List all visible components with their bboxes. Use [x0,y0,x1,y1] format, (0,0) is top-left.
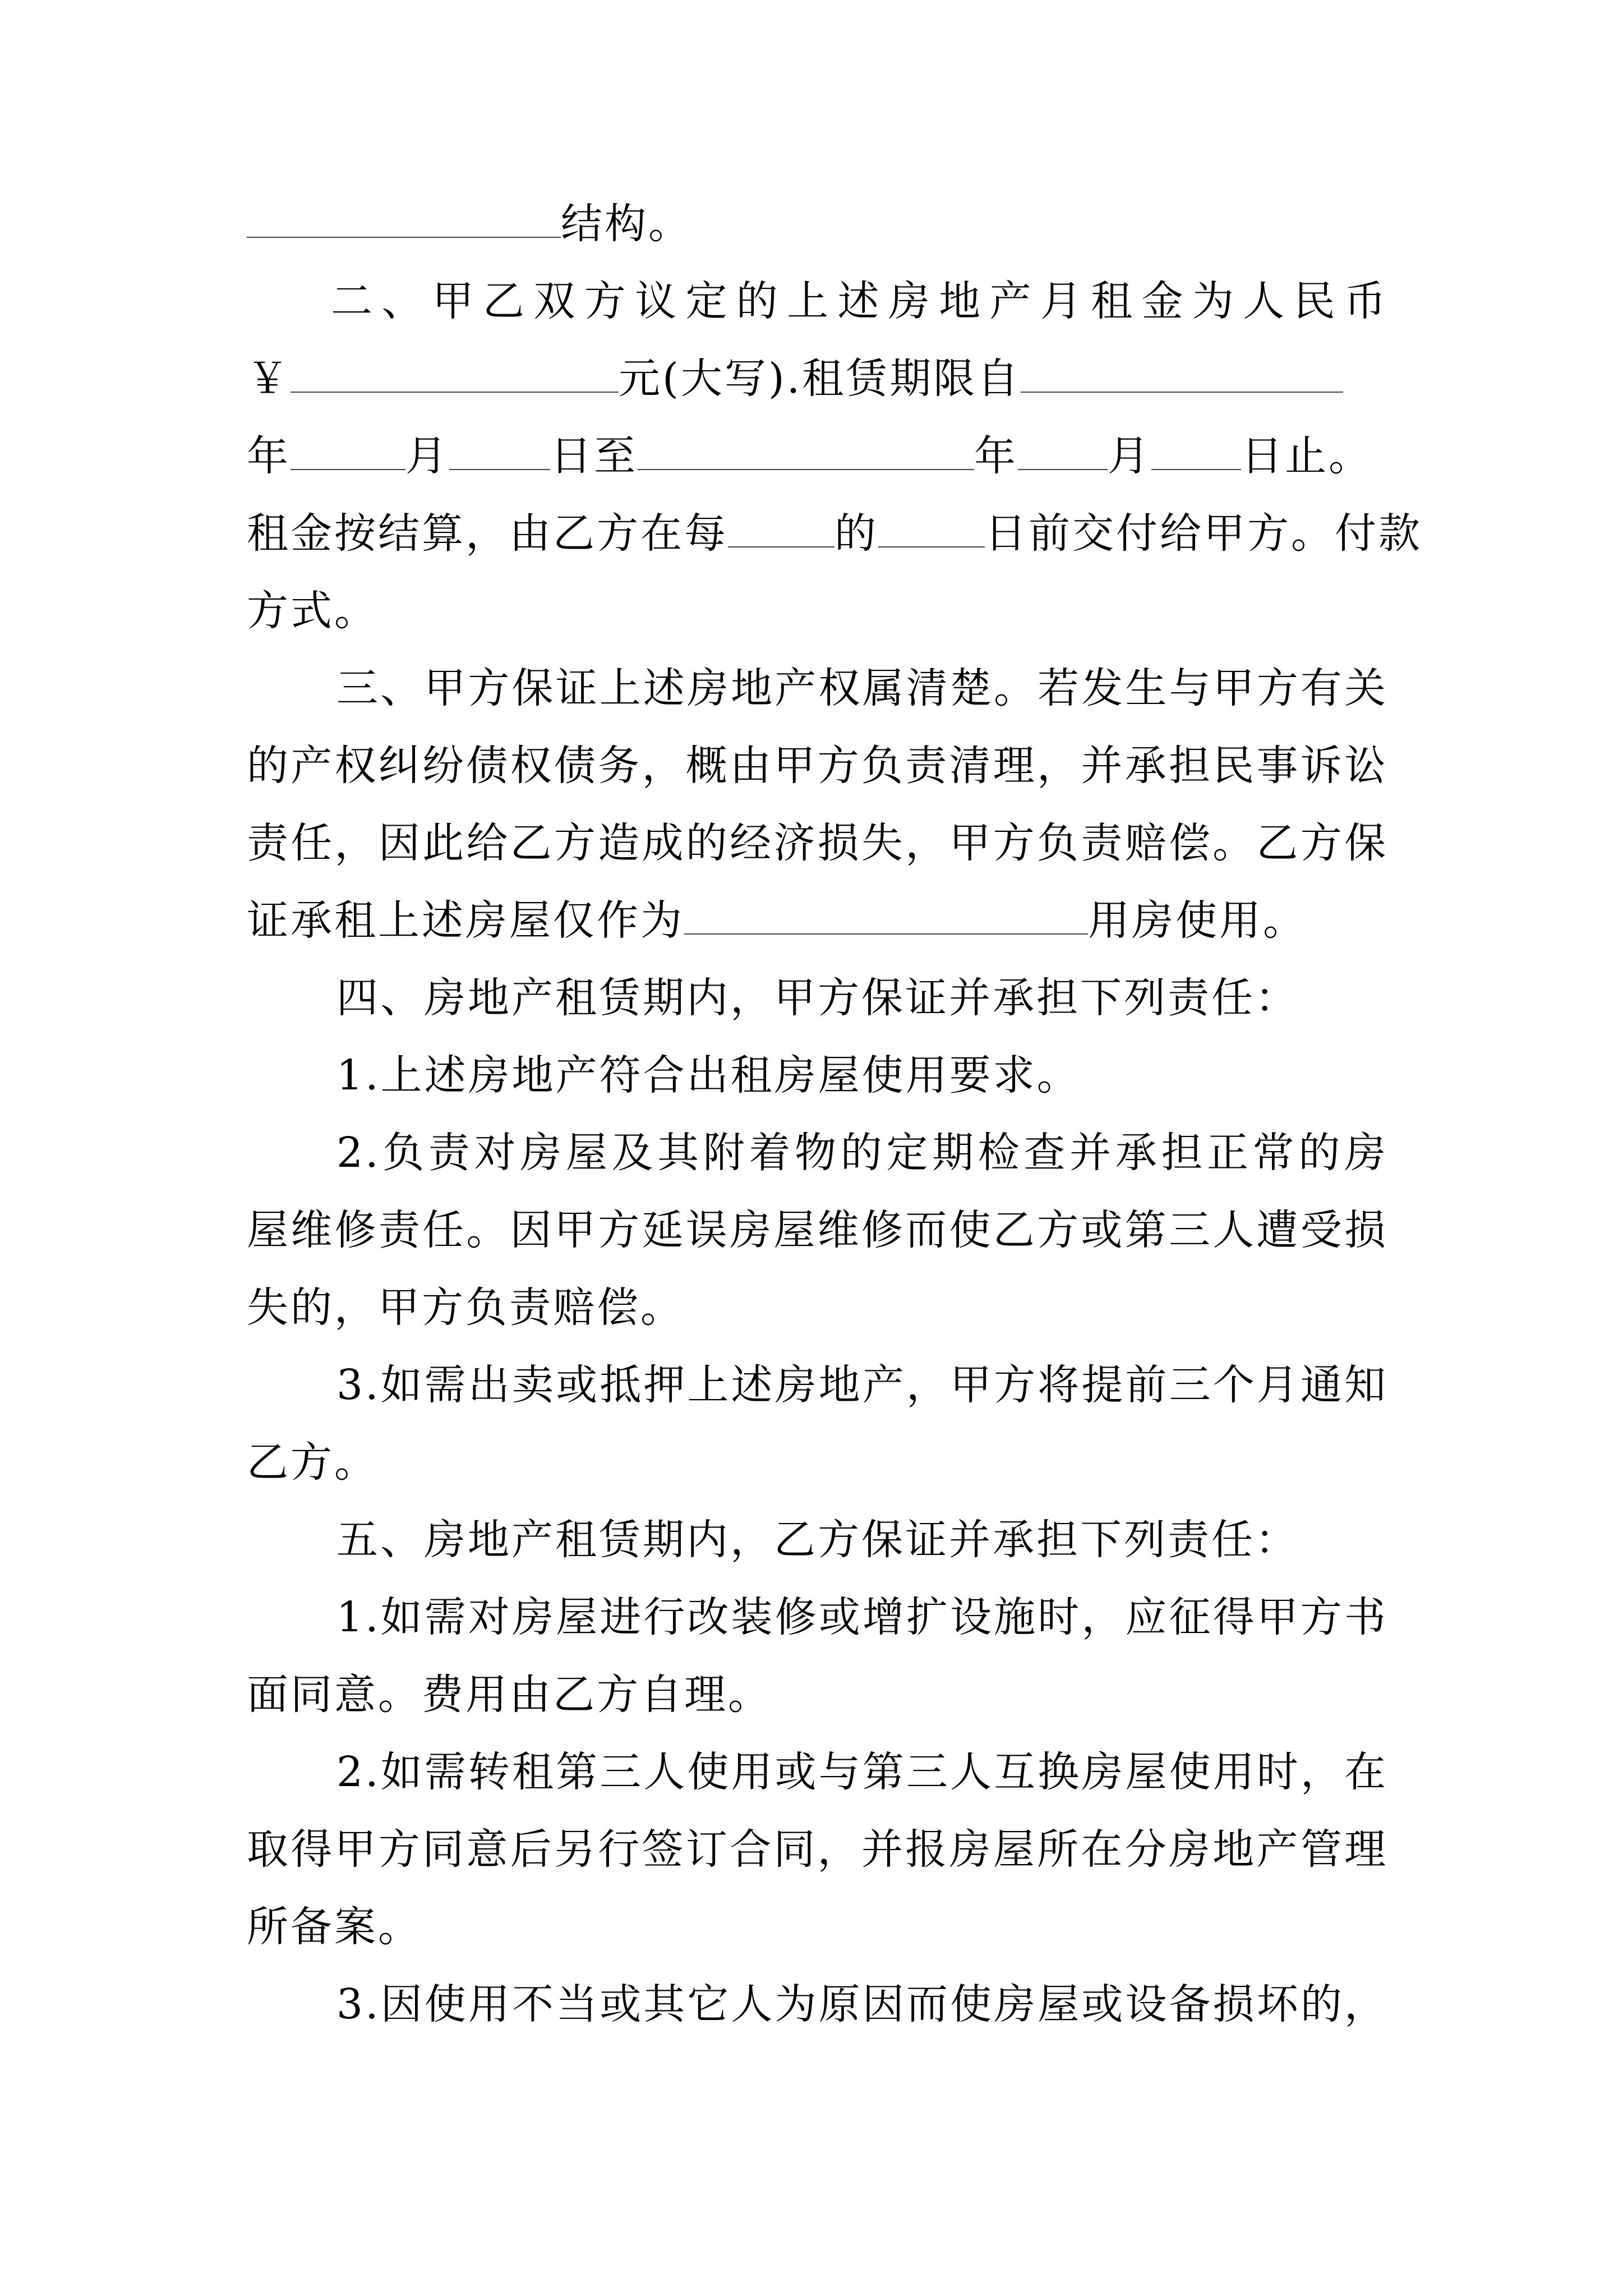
fill-blank [878,510,985,547]
fill-blank [291,433,405,470]
fill-blank [449,433,550,470]
text-line: 屋维修责任。因甲方延误房屋维修而使乙方或第三人遭受损 [247,1206,1388,1254]
fill-blank [1018,433,1108,470]
clause-5-item-3: 3.因使用不当或其它人为原因而使房屋或设备损坏的， [336,1980,1388,2028]
contract-body [247,185,1422,2043]
text-line: 面同意。费用由乙方自理。 [247,1671,772,1719]
fill-blank [1151,433,1241,470]
text-line: 取得甲方同意后另行签订合同，并报房屋所在分房地产管理 [247,1825,1388,1874]
text-line: 所备案。 [247,1903,422,1951]
text-line: ￥ 元(大写).租赁期限自 [247,340,1388,417]
fill-blank [291,356,619,393]
text-line: 方式。 [247,587,378,635]
clause-2-heading: 二、甲乙双方议定的上述房地产月租金为人民币 [331,277,1388,325]
clause-4-item-1: 1.上述房地产符合出租房屋使用要求。 [336,1051,1081,1099]
text-line: 的产权纠纷债权债务，概由甲方负责清理，并承担民事诉讼 [247,742,1388,790]
text-line: 乙方。 [247,1438,378,1487]
fill-blank [247,201,561,238]
fill-blank [684,898,1088,935]
fill-blank [638,433,974,470]
text-line: 年 月 日至 年 月 日止。 [247,432,1372,480]
text-line: 失的，甲方负责赔偿。 [247,1283,684,1332]
clause-4-heading: 四、房地产租赁期内，甲方保证并承担下列责任： [336,974,1299,1022]
text-line: 结构。 [247,185,1388,263]
text-line: 责任，因此给乙方造成的经济损失，甲方负责赔偿。乙方保 [247,819,1388,867]
clause-5-heading: 五、房地产租赁期内，乙方保证并承担下列责任： [336,1516,1299,1564]
clause-4-item-2: 2.负责对房屋及其附着物的定期检查并承担正常的房 [336,1129,1388,1177]
text-line: 证承租上述房屋仅作为 用房使用。 [247,896,1307,945]
text-line: 租金按结算，由乙方在每 的 日前交付给甲方。付款 [247,509,1422,558]
clause-5-item-1: 1.如需对房屋进行改装修或增扩设施时，应征得甲方书 [336,1593,1388,1641]
clause-5-item-2: 2.如需转租第三人使用或与第三人互换房屋使用时，在 [336,1748,1388,1796]
fill-blank [1021,356,1343,393]
clause-4-item-3: 3.如需出卖或抵押上述房地产，甲方将提前三个月通知 [336,1361,1388,1409]
fill-blank [728,510,834,547]
clause-3-heading: 三、甲方保证上述房地产权属清楚。若发生与甲方有关 [336,664,1388,712]
